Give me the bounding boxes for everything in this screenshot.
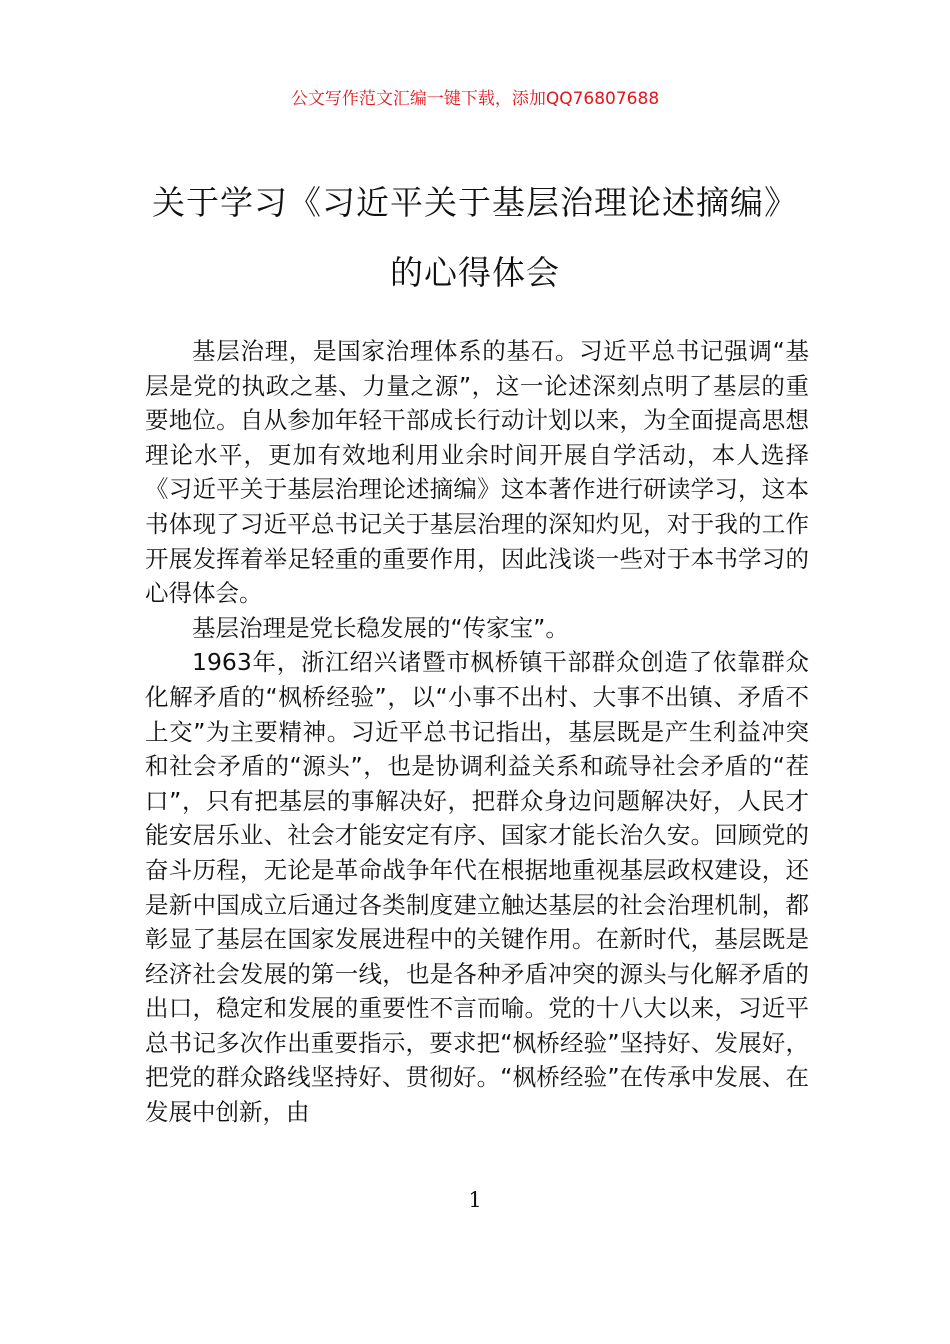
document-title: 关于学习《习近平关于基层治理论述摘编》的心得体会	[152, 183, 798, 292]
section-heading: 基层治理是党长稳发展的“传家宝”。	[192, 613, 569, 642]
paragraph: 1963年，浙江绍兴诸暨市枫桥镇干部群众创造了依靠群众化解矛盾的“枫桥经验”，以“小事不出村、大事不出镇、矛盾不上交”为主要精神。习近平总书记指出，基层既是产生利益冲突和社会矛盾的“源头”，也是协调利益关系和疏导社会矛盾的“茬口”，只有把基层的事解决好，把群众身边问题解决好，人民才能安居乐业、社会才能安定有序、国家才能长治久安。回顾党的奋斗历程，无论是革命战争年代在根据地重视基层政权建设，还是新中国成立后通过各类制度建立触达基层的社会治理机制，都彰显了基层在国家发展进程中的关键作用。在新时代，基层既是经济社会发展的第一线，也是各种矛盾冲突的源头与化解矛盾的出口，稳定和发展的重要性不言而喻。党的十八大以来，习近平总书记多次作出重要指示，要求把“枫桥经验”坚持好、发展好，把党的群众路线坚持好、贯彻好。“枫桥经验”在传承中发展、在发展中创新，由	[145, 648, 809, 1127]
paragraph: 基层治理，是国家治理体系的基石。习近平总书记强调“基层是党的执政之基、力量之源”，这一论述深刻点明了基层的重要地位。自从参加年轻干部成长行动计划以来，为全面提高思想理论水平，更加有效地利用业余时间开展自学活动，本人选择《习近平关于基层治理论述摘编》这本著作进行研读学习，这本书体现了习近平总书记关于基层治理的深知灼见，对于我的工作开展发挥着举足轻重的重要作用，因此浅谈一些对于本书学习的心得体会。	[145, 337, 809, 608]
download-banner: 公文写作范文汇编一键下载，添加QQ76807688	[290, 89, 660, 109]
document-body	[145, 334, 809, 1130]
page-number: 1	[468, 1188, 482, 1212]
